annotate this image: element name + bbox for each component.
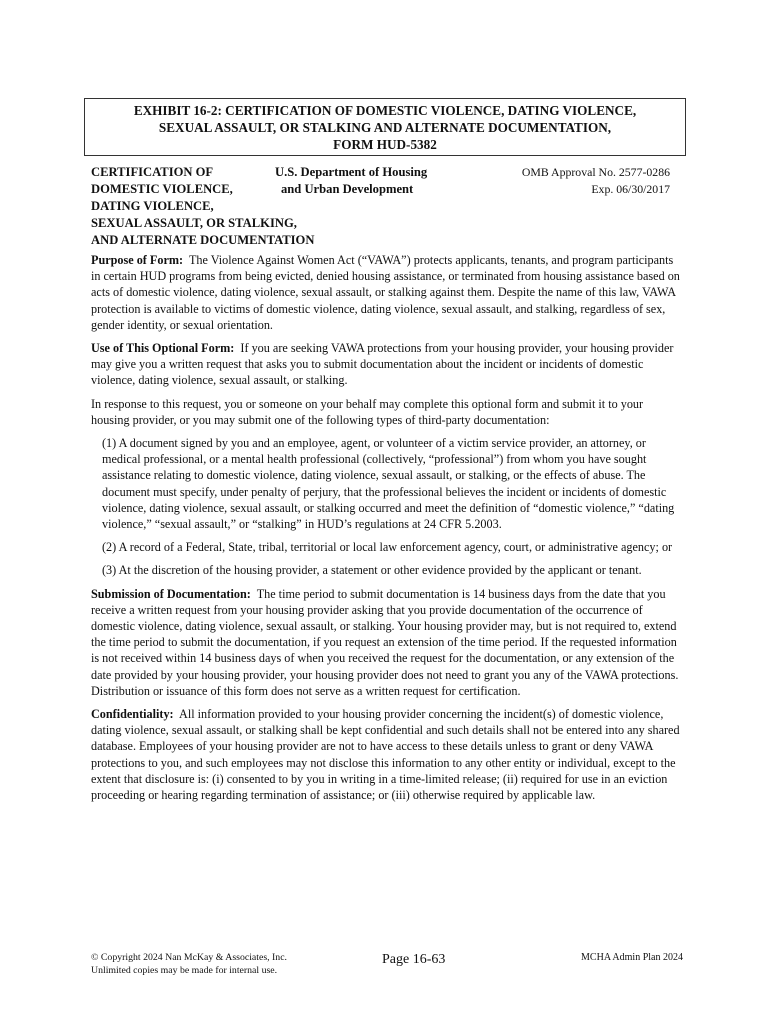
footer-plan-name: MCHA Admin Plan 2024 [581, 952, 683, 963]
form-title-line: CERTIFICATION OF [91, 165, 214, 179]
exhibit-title-line-1: EXHIBIT 16-2: CERTIFICATION OF DOMESTIC VIOLENCE, DATING VIOLENCE, [133, 103, 637, 118]
documentation-option-1: (1) A document signed by you and an employee, agent, or volunteer of a victim service provider, an attorney, or medical professional, or a mental health professional (collectively, “professional”) from whom you have sought assistance relating to domestic violence, dating violence, sexual assault, or stalking, or the effects of abuse. The document must specify, under penalty of perjury, that the professional believes the incident or incidents of domestic violence, dating violence, sexual assault, or stalking occurred and meet the definition of “domestic violence,” “dating violence,” “sexual assault,” or “stalking” in HUD’s regulations at 24 CFR 5.2003. [102, 436, 675, 532]
form-title-line: DOMESTIC VIOLENCE, [91, 182, 233, 196]
purpose-label: Purpose of Form: [91, 253, 184, 267]
use-text: If you are seeking VAWA protections from your housing provider, your housing provider may give you a written request that asks you to submit documentation about the incident or incidents of domestic violence, dating violence, sexual assault, or stalking. [91, 341, 674, 388]
purpose-text: The Violence Against Women Act (“VAWA”) protects applicants, tenants, and program participants in certain HUD programs from being evicted, denied housing assistance, or terminated from housing assistance based on acts of domestic violence, dating violence, sexual assault, or stalking against them. Despite the name of this law, VAWA protection is available to victims of domestic violence, dating violence, sexual assault, and stalking, regardless of sex, gender identity, or sexual orientation. [91, 253, 680, 332]
submission-label: Submission of Documentation: [91, 586, 251, 601]
omb-info [480, 164, 670, 198]
agency-line-2: and Urban Development [281, 182, 414, 196]
documentation-option-2: (2) A record of a Federal, State, tribal, territorial or local law enforcement agency, court, or administrative agency; or [102, 540, 673, 555]
form-title-line: AND ALTERNATE DOCUMENTATION [91, 233, 315, 247]
omb-approval-number: OMB Approval No. 2577-0286 [521, 165, 670, 179]
purpose-paragraph [91, 252, 683, 333]
form-title-line: SEXUAL ASSAULT, OR STALKING, [91, 216, 297, 230]
confidentiality-label: Confidentiality: [91, 707, 174, 722]
use-paragraph [91, 340, 683, 389]
exhibit-title-line-3: FORM HUD-5382 [333, 137, 437, 152]
documentation-option-3: (3) At the discretion of the housing provider, a statement or other evidence provided by the applicant or tenant. [102, 563, 642, 578]
submission-paragraph [91, 586, 683, 699]
copies-line: Unlimited copies may be made for internal use. [91, 964, 278, 976]
confidentiality-text: All information provided to your housing provider concerning the incident(s) of domestic violence, dating violence, sexual assault, or stalking shall be kept confidential and such details shall not be entered into any shared database. Employees of your housing provider are not to have access to these details unless to grant or deny VAWA protections to you, and such employees may not disclose this information to any other entity or individual, except to the extent that disclosure is: (i) consented to by you in writing in a time-limited release; (ii) required for use in an eviction proceeding or hearing regarding termination of assistance; or (iii) otherwise required by applicable law. [91, 707, 680, 803]
form-title-line: DATING VIOLENCE, [91, 199, 214, 213]
exhibit-title-box [84, 98, 686, 156]
confidentiality-paragraph [91, 706, 683, 803]
submission-text: The time period to submit documentation is 14 business days from the date that you receive a written request from your housing provider asking that you provide documentation of the occurrence of domestic violence, dating violence, sexual assault, or stalking. Your housing provider may, but is not required to, extend the time period to submit the documentation, if you request an extension of the time period. If the requested information is not received within 14 business days of when you received the request for the documentation, or any extension of the date provided by your housing provider, your housing provider does not need to grant you any of the VAWA protections. Distribution or issuance of this form does not serve as a written request for certification. [91, 586, 679, 698]
exhibit-title-line-2: SEXUAL ASSAULT, OR STALKING AND ALTERNATE DOCUMENTATION, [158, 120, 612, 135]
page-number: Page 16-63 [382, 952, 446, 967]
agency-name [275, 164, 427, 198]
use-label: Use of This Optional Form: [91, 341, 235, 356]
footer-copyright [91, 952, 287, 977]
agency-line-1: U.S. Department of Housing [275, 165, 428, 179]
form-body [91, 252, 683, 810]
response-paragraph: In response to this request, you or someone on your behalf may complete this optional form and submit it to your housing provider, or you may submit one of the following types of third-party documentation: [91, 396, 644, 427]
omb-expiration: Exp. 06/30/2017 [591, 182, 670, 196]
copyright-line: © Copyright 2024 Nan McKay & Associates, Inc. [91, 952, 288, 963]
